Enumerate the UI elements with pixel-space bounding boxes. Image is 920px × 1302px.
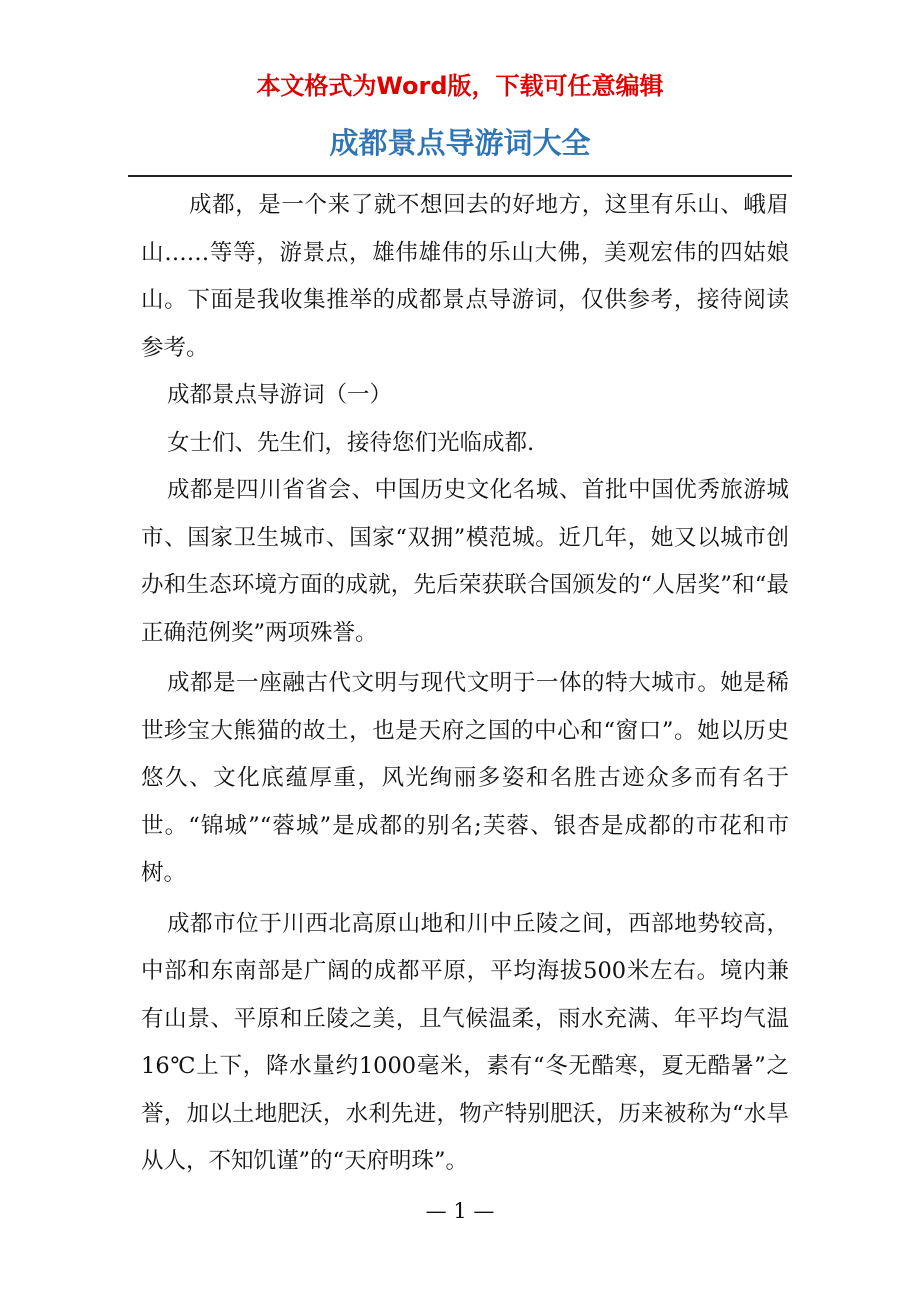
greeting-paragraph: 女士们、先生们，接待您们光临成都. [167, 429, 535, 456]
document-title: 成都景点导游词大全 [329, 126, 591, 160]
format-notice: 本文格式为Word版，下载可任意编辑 [256, 72, 664, 100]
body-paragraph: 成都是四川省省会、中国历史文化名城、首批中国优秀旅游城市、国家卫生城市、国家“双拥”模范城。近几年，她又以城市创办和生态环境方面的成就，先后荣获联合国颁发的“人居奖”和“最正确范例奖”两项殊誉。 [141, 477, 789, 646]
intro-paragraph: 成都，是一个来了就不想回去的好地方，这里有乐山、峨眉山……等等，游景点，雄伟雄伟的乐山大佛，美观宏伟的四姑娘山。下面是我收集推举的成都景点导游词，仅供参考，接待阅读参考。 [141, 192, 789, 361]
title-divider [128, 175, 792, 177]
section-heading: 成都景点导游词（一） [167, 382, 393, 408]
document-body [141, 182, 789, 1186]
page-number: — 1 — [425, 1199, 495, 1223]
body-paragraph: 成都是一座融古代文明与现代文明于一体的特大城市。她是稀世珍宝大熊猫的故土，也是天府之国的中心和“窗口”。她以历史悠久、文化底蕴厚重，风光绚丽多姿和名胜古迹众多而有名于世。“锦城”“蓉城”是成都的别名;芙蓉、银杏是成都的市花和市树。 [141, 670, 789, 886]
body-paragraph: 成都市位于川西北高原山地和川中丘陵之间，西部地势较高，中部和东南部是广阔的成都平原，平均海拔500米左右。境内兼有山景、平原和丘陵之美，且气候温柔，雨水充满、年平均气温16℃上下，降水量约1000毫米，素有“冬无酷寒，夏无酷暑”之誉，加以土地肥沃，水利先进，物产特别肥沃，历来被称为“水旱从人，不知饥谨”的“天府明珠”。 [141, 910, 789, 1174]
